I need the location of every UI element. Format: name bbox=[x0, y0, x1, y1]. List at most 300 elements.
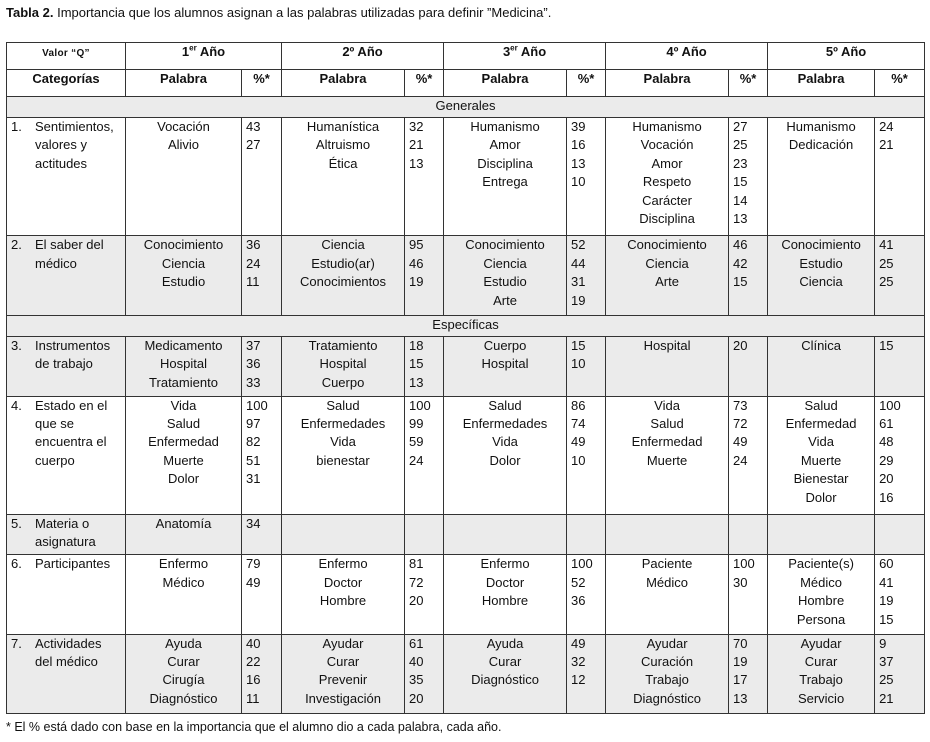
pct-value: 100 bbox=[246, 397, 268, 413]
category-number: 1. bbox=[11, 119, 22, 134]
pct-value: 40 bbox=[409, 654, 424, 670]
pct-cell bbox=[405, 515, 444, 555]
pct-value: 60 bbox=[879, 556, 894, 572]
pct-value: 19 bbox=[879, 593, 894, 609]
palabra-value: Conocimiento bbox=[781, 237, 861, 253]
pct-value: 99 bbox=[409, 416, 424, 431]
palabra-value: Ética bbox=[328, 155, 358, 171]
category-name: Instrumentos de trabajo bbox=[35, 337, 111, 372]
palabra-value: Vida bbox=[654, 397, 680, 413]
pct-value: 20 bbox=[409, 690, 424, 706]
palabra-value: Muerte bbox=[800, 452, 842, 468]
pct-value: 21 bbox=[879, 137, 894, 153]
pct-value: 86 bbox=[571, 397, 586, 413]
palabra-value: Médico bbox=[162, 574, 205, 590]
palabra-value: Hombre bbox=[319, 593, 367, 609]
pct-value: 37 bbox=[246, 337, 261, 353]
pct-value: 52 bbox=[571, 237, 586, 253]
pct-value: 72 bbox=[409, 574, 424, 590]
pct-cell bbox=[405, 236, 444, 315]
pct-value: 49 bbox=[571, 434, 586, 450]
palabra-value: Ayudar bbox=[322, 635, 364, 651]
pct-value: 25 bbox=[879, 255, 894, 271]
palabra-cell bbox=[444, 515, 567, 555]
palabra-value: Disciplina bbox=[477, 155, 533, 171]
pct-value: 39 bbox=[571, 119, 586, 134]
pct-cell bbox=[567, 336, 606, 396]
pct-value: 32 bbox=[571, 654, 586, 670]
pct-value: 31 bbox=[246, 471, 261, 487]
pct-value: 15 bbox=[409, 356, 424, 372]
palabra-cell bbox=[768, 118, 875, 236]
palabra-value: Diagnóstico bbox=[149, 690, 218, 706]
pct-cell bbox=[729, 236, 768, 315]
pct-value: 61 bbox=[879, 416, 894, 431]
pct-cell bbox=[405, 634, 444, 713]
table-row bbox=[7, 634, 925, 713]
palabra-cell bbox=[282, 555, 405, 634]
palabra-value: Humanismo bbox=[470, 119, 540, 134]
palabra-value: Salud bbox=[166, 416, 201, 431]
category-number: 3. bbox=[11, 337, 22, 353]
palabra-value: Estudio bbox=[161, 274, 206, 290]
pct-value: 49 bbox=[733, 434, 748, 450]
palabra-value: Humanística bbox=[306, 119, 380, 134]
palabra-value: Ciencia bbox=[321, 237, 365, 253]
pct-cell bbox=[242, 555, 282, 634]
pct-value: 32 bbox=[409, 119, 424, 134]
palabra-value: Trabajo bbox=[645, 672, 689, 688]
pct-cell bbox=[567, 515, 606, 555]
section-title: Generales bbox=[7, 97, 925, 118]
category-name: Sentimientos, valores y actitudes bbox=[35, 119, 114, 171]
pct-value: 31 bbox=[571, 274, 586, 290]
palabra-value: Hospital bbox=[160, 356, 207, 372]
palabra-value: Ciencia bbox=[645, 255, 689, 271]
palabra-value: Enfermedades bbox=[462, 416, 548, 431]
header-row-columns bbox=[7, 70, 925, 97]
palabra-value: Medicamento bbox=[144, 337, 223, 353]
pct-value: 20 bbox=[409, 593, 424, 609]
year-header: 1er Año bbox=[126, 43, 282, 70]
palabra-value: Doctor bbox=[323, 574, 363, 590]
pct-cell bbox=[729, 555, 768, 634]
pct-value: 15 bbox=[733, 174, 748, 190]
table-row bbox=[7, 118, 925, 236]
caption-text: Importancia que los alumnos asignan a las palabras utilizadas para definir ”Medicina”. bbox=[57, 5, 552, 20]
palabra-value: Doctor bbox=[485, 574, 525, 590]
palabra-value: Conocimiento bbox=[627, 237, 707, 253]
category-number: 2. bbox=[11, 237, 22, 253]
palabra-cell bbox=[282, 634, 405, 713]
pct-header: %* bbox=[875, 70, 925, 97]
palabra-cell bbox=[282, 118, 405, 236]
palabra-value: Muerte bbox=[163, 452, 204, 468]
pct-cell bbox=[729, 515, 768, 555]
palabra-value: Hombre bbox=[481, 593, 529, 609]
palabra-value: Clínica bbox=[801, 337, 841, 353]
palabra-value: Disciplina bbox=[639, 211, 695, 227]
palabra-header: Palabra bbox=[606, 70, 729, 97]
palabra-value: Ayuda bbox=[486, 635, 524, 651]
palabra-value: Vida bbox=[808, 434, 834, 450]
palabra-value: Dedicación bbox=[788, 137, 854, 153]
palabra-value: Investigación bbox=[305, 690, 381, 706]
pct-value: 24 bbox=[409, 452, 424, 468]
pct-value: 11 bbox=[246, 274, 260, 290]
pct-value: 40 bbox=[246, 635, 261, 651]
palabra-value: Altruismo bbox=[315, 137, 371, 153]
pct-cell bbox=[242, 515, 282, 555]
pct-cell bbox=[729, 336, 768, 396]
pct-cell bbox=[242, 118, 282, 236]
palabra-cell bbox=[126, 236, 242, 315]
palabra-header: Palabra bbox=[126, 70, 242, 97]
pct-cell bbox=[405, 336, 444, 396]
palabra-cell bbox=[606, 336, 729, 396]
palabra-value: Ayudar bbox=[646, 635, 688, 651]
pct-cell bbox=[567, 634, 606, 713]
pct-cell bbox=[242, 634, 282, 713]
pct-value: 25 bbox=[879, 672, 894, 688]
palabra-value: Cuerpo bbox=[321, 374, 365, 390]
pct-cell bbox=[567, 555, 606, 634]
palabra-cell bbox=[768, 336, 875, 396]
category-cell bbox=[7, 555, 126, 634]
palabra-value: Amor bbox=[489, 137, 521, 153]
pct-cell bbox=[875, 634, 925, 713]
palabra-value: Humanismo bbox=[632, 119, 702, 134]
pct-value: 41 bbox=[879, 237, 894, 253]
palabra-value: Estudio(ar) bbox=[311, 255, 375, 271]
pct-value: 14 bbox=[733, 192, 748, 208]
palabra-value: Cuerpo bbox=[483, 337, 527, 353]
pct-value: 20 bbox=[733, 337, 748, 353]
table-body bbox=[7, 43, 925, 714]
palabra-cell bbox=[126, 336, 242, 396]
palabra-value: Ayudar bbox=[800, 635, 842, 651]
palabra-cell bbox=[768, 396, 875, 514]
palabra-value: Estudio bbox=[483, 274, 527, 290]
pct-value: 9 bbox=[879, 635, 887, 651]
palabra-value: Hospital bbox=[319, 356, 367, 372]
year-header: 5º Año bbox=[768, 43, 925, 70]
palabra-value: Ciencia bbox=[161, 255, 206, 271]
pct-cell bbox=[405, 118, 444, 236]
pct-cell bbox=[875, 555, 925, 634]
palabra-cell bbox=[768, 515, 875, 555]
pct-cell bbox=[405, 396, 444, 514]
pct-value: 44 bbox=[571, 255, 586, 271]
pct-value: 59 bbox=[409, 434, 424, 450]
palabra-value: Dolor bbox=[167, 471, 200, 487]
palabra-value: Muerte bbox=[646, 452, 688, 468]
pct-cell bbox=[567, 396, 606, 514]
table-row bbox=[7, 336, 925, 396]
palabra-cell bbox=[126, 118, 242, 236]
caption-label: Tabla 2. bbox=[6, 5, 54, 20]
palabra-value: Médico bbox=[800, 574, 843, 590]
palabra-value: Vocación bbox=[640, 137, 694, 153]
pct-value: 15 bbox=[733, 274, 748, 290]
section-row bbox=[7, 97, 925, 118]
pct-value: 30 bbox=[733, 574, 748, 590]
palabra-value: Anatomía bbox=[155, 516, 212, 532]
pct-value: 23 bbox=[733, 155, 748, 171]
palabra-value: Arte bbox=[493, 292, 517, 308]
pct-cell bbox=[405, 555, 444, 634]
palabra-cell bbox=[282, 515, 405, 555]
palabra-value: Servicio bbox=[797, 690, 845, 706]
category-cell bbox=[7, 118, 126, 236]
pct-value: 48 bbox=[879, 434, 894, 450]
pct-value: 20 bbox=[879, 471, 894, 487]
pct-cell bbox=[875, 236, 925, 315]
palabra-value: Curar bbox=[488, 654, 522, 670]
palabra-value: Vida bbox=[492, 434, 518, 450]
pct-value: 24 bbox=[733, 452, 748, 468]
palabra-value: Amor bbox=[651, 155, 683, 171]
pct-value: 61 bbox=[409, 635, 424, 651]
palabra-value: Salud bbox=[488, 397, 522, 413]
palabra-cell bbox=[768, 236, 875, 315]
pct-value: 36 bbox=[246, 356, 261, 372]
year-header: 4º Año bbox=[606, 43, 768, 70]
palabra-value: Estudio bbox=[799, 255, 843, 271]
pct-value: 95 bbox=[409, 237, 424, 253]
pct-value: 73 bbox=[733, 397, 748, 413]
palabra-header: Palabra bbox=[768, 70, 875, 97]
pct-value: 34 bbox=[246, 516, 261, 532]
pct-value: 13 bbox=[733, 690, 748, 706]
category-cell bbox=[7, 396, 126, 514]
palabra-value: Hospital bbox=[481, 356, 529, 372]
palabra-value: Salud bbox=[326, 397, 360, 413]
pct-value: 24 bbox=[246, 255, 261, 271]
palabra-cell bbox=[126, 634, 242, 713]
palabra-value: Curación bbox=[641, 654, 694, 670]
palabra-value: Respeto bbox=[642, 174, 692, 190]
palabra-value: Tratamiento bbox=[308, 337, 378, 353]
palabra-value: Carácter bbox=[642, 192, 692, 208]
pct-cell bbox=[242, 396, 282, 514]
pct-value: 17 bbox=[733, 672, 748, 688]
palabra-value: Enfermo bbox=[318, 556, 368, 572]
pct-cell bbox=[875, 396, 925, 514]
palabra-header: Palabra bbox=[282, 70, 405, 97]
pct-value: 19 bbox=[571, 292, 586, 308]
pct-value: 25 bbox=[879, 274, 894, 290]
category-number: 4. bbox=[11, 397, 22, 413]
palabra-value: Ciencia bbox=[799, 274, 843, 290]
palabra-cell bbox=[282, 396, 405, 514]
palabra-value: Hombre bbox=[797, 593, 845, 609]
pct-value: 70 bbox=[733, 635, 748, 651]
pct-value: 18 bbox=[409, 337, 424, 353]
pct-value: 19 bbox=[733, 654, 748, 670]
palabra-value: Dolor bbox=[489, 452, 521, 468]
palabra-value: Vocación bbox=[157, 119, 210, 134]
palabra-value: Entrega bbox=[482, 174, 528, 190]
category-cell bbox=[7, 634, 126, 713]
pct-value: 82 bbox=[246, 434, 261, 450]
palabra-value: Paciente(s) bbox=[788, 556, 854, 572]
pct-cell bbox=[729, 634, 768, 713]
palabra-value: Enfermedad bbox=[785, 416, 857, 431]
section-title: Específicas bbox=[7, 315, 925, 336]
pct-cell bbox=[875, 515, 925, 555]
palabra-cell bbox=[606, 396, 729, 514]
pct-value: 29 bbox=[879, 452, 894, 468]
palabra-value: bienestar bbox=[316, 452, 370, 468]
pct-value: 13 bbox=[409, 374, 424, 390]
pct-value: 15 bbox=[879, 611, 894, 627]
pct-value: 72 bbox=[733, 416, 748, 431]
table-row bbox=[7, 396, 925, 514]
pct-value: 97 bbox=[246, 416, 261, 431]
palabra-value: Vida bbox=[170, 397, 197, 413]
pct-value: 100 bbox=[409, 397, 431, 413]
palabra-value: Dolor bbox=[805, 489, 837, 505]
palabra-cell bbox=[606, 515, 729, 555]
palabra-header: Palabra bbox=[444, 70, 567, 97]
category-cell bbox=[7, 236, 126, 315]
pct-value: 13 bbox=[571, 155, 586, 171]
pct-value: 27 bbox=[246, 137, 261, 153]
pct-value: 51 bbox=[246, 452, 261, 468]
palabra-cell bbox=[282, 236, 405, 315]
palabra-cell bbox=[606, 118, 729, 236]
pct-value: 42 bbox=[733, 255, 748, 271]
palabra-cell bbox=[444, 555, 567, 634]
pct-cell bbox=[875, 336, 925, 396]
palabra-value: Cirugía bbox=[162, 672, 205, 688]
palabra-value: Vida bbox=[330, 434, 356, 450]
pct-value: 16 bbox=[879, 489, 894, 505]
category-number: 6. bbox=[11, 556, 22, 572]
category-number: 7. bbox=[11, 635, 22, 651]
palabra-value: Trabajo bbox=[799, 672, 843, 688]
palabra-value: Médico bbox=[646, 574, 688, 590]
palabra-value: Enfermo bbox=[158, 556, 209, 572]
palabra-cell bbox=[444, 118, 567, 236]
year-header: 2º Año bbox=[282, 43, 444, 70]
pct-value: 22 bbox=[246, 654, 261, 670]
palabra-value: Salud bbox=[804, 397, 838, 413]
palabra-value: Tratamiento bbox=[149, 374, 218, 390]
palabra-value: Arte bbox=[655, 274, 679, 290]
pct-value: 24 bbox=[879, 119, 894, 134]
palabra-cell bbox=[444, 396, 567, 514]
pct-header: %* bbox=[729, 70, 768, 97]
pct-value: 10 bbox=[571, 356, 586, 372]
pct-value: 33 bbox=[246, 374, 261, 390]
pct-value: 16 bbox=[246, 672, 261, 688]
pct-value: 35 bbox=[409, 672, 424, 688]
palabra-value: Curar bbox=[804, 654, 838, 670]
pct-value: 19 bbox=[409, 274, 424, 290]
pct-value: 15 bbox=[879, 337, 894, 353]
pct-value: 16 bbox=[571, 137, 586, 153]
pct-cell bbox=[729, 396, 768, 514]
pct-value: 49 bbox=[571, 635, 586, 651]
category-cell bbox=[7, 515, 126, 555]
pct-value: 46 bbox=[409, 255, 424, 271]
palabra-cell bbox=[126, 555, 242, 634]
pct-value: 13 bbox=[409, 155, 424, 171]
palabra-value: Ciencia bbox=[483, 255, 527, 271]
pct-value: 46 bbox=[733, 237, 748, 253]
section-row bbox=[7, 315, 925, 336]
data-table bbox=[6, 42, 925, 714]
palabra-cell bbox=[282, 336, 405, 396]
pct-header: %* bbox=[567, 70, 606, 97]
pct-value: 100 bbox=[733, 556, 755, 572]
table-row bbox=[7, 236, 925, 315]
header-row-years bbox=[7, 43, 925, 70]
pct-value: 43 bbox=[246, 119, 261, 134]
palabra-value: Conocimiento bbox=[143, 237, 224, 253]
pct-value: 13 bbox=[733, 211, 748, 227]
categorias-header: Categorías bbox=[7, 70, 126, 97]
category-name: Actividades del médico bbox=[35, 635, 102, 670]
palabra-value: Conocimientos bbox=[300, 274, 387, 290]
palabra-cell bbox=[126, 515, 242, 555]
pct-cell bbox=[242, 336, 282, 396]
palabra-cell bbox=[444, 236, 567, 315]
palabra-value: Bienestar bbox=[793, 471, 849, 487]
palabra-value: Curar bbox=[326, 654, 360, 670]
pct-cell bbox=[567, 236, 606, 315]
pct-value: 74 bbox=[571, 416, 586, 431]
palabra-value: Enfermo bbox=[480, 556, 530, 572]
pct-value: 10 bbox=[571, 452, 586, 468]
pct-value: 52 bbox=[571, 574, 586, 590]
palabra-value: Enfermedad bbox=[148, 434, 219, 450]
pct-value: 12 bbox=[571, 672, 586, 688]
pct-value: 21 bbox=[409, 137, 424, 153]
palabra-value: Diagnóstico bbox=[633, 690, 702, 706]
palabra-value: Ayuda bbox=[165, 635, 202, 651]
valor-q-header bbox=[7, 43, 126, 70]
palabra-value: Humanismo bbox=[786, 119, 856, 134]
pct-value: 79 bbox=[246, 556, 261, 572]
palabra-cell bbox=[444, 336, 567, 396]
palabra-value: Hospital bbox=[643, 337, 691, 353]
pct-value: 81 bbox=[409, 556, 424, 572]
palabra-cell bbox=[768, 634, 875, 713]
pct-value: 36 bbox=[246, 237, 261, 253]
table-row bbox=[7, 555, 925, 634]
valor-q-label: Valor “Q” bbox=[42, 48, 90, 59]
category-name: Materia o asignatura bbox=[35, 516, 96, 550]
footnote: * El % está dado con base en la importancia que el alumno dio a cada palabra, cada año. bbox=[6, 720, 502, 734]
pct-value: 37 bbox=[879, 654, 894, 670]
palabra-value: Conocimiento bbox=[465, 237, 545, 253]
palabra-value: Enfermedad bbox=[631, 434, 703, 450]
palabra-cell bbox=[768, 555, 875, 634]
pct-value: 27 bbox=[733, 119, 748, 134]
pct-value: 100 bbox=[879, 397, 901, 413]
palabra-value: Paciente bbox=[641, 556, 693, 572]
pct-value: 21 bbox=[879, 690, 894, 706]
palabra-value: Persona bbox=[796, 611, 846, 627]
category-name: Estado en el que se encuentra el cuerpo bbox=[35, 397, 108, 468]
pct-value: 10 bbox=[571, 174, 586, 190]
palabra-value: Curar bbox=[167, 654, 200, 670]
pct-cell bbox=[875, 118, 925, 236]
category-name: Participantes bbox=[35, 556, 111, 572]
